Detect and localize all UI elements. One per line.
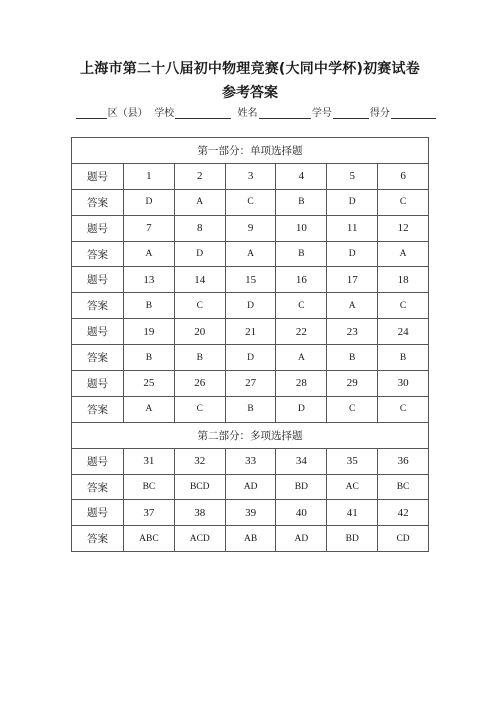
question-number-label: 题号 (72, 163, 124, 189)
question-number-cell: 14 (174, 267, 225, 293)
question-number-cell: 18 (378, 267, 429, 293)
answer-row (72, 396, 429, 422)
school-label: 学校 (154, 108, 175, 119)
question-number-cell: 26 (174, 371, 225, 397)
question-number-label: 题号 (72, 319, 124, 345)
question-number-cell: 39 (225, 500, 276, 526)
answer-row (72, 345, 429, 371)
answer-cell: B (378, 345, 429, 371)
question-number-cell: 27 (225, 371, 276, 397)
answer-cell: B (225, 396, 276, 422)
question-number-cell: 4 (276, 163, 327, 189)
name-blank[interactable] (259, 107, 311, 119)
question-number-cell: 20 (174, 319, 225, 345)
question-number-cell: 33 (225, 448, 276, 474)
district-label: 区（县） (107, 108, 148, 119)
answer-label: 答案 (72, 293, 124, 319)
question-number-cell: 6 (378, 163, 429, 189)
answer-row (72, 241, 429, 267)
question-number-cell: 7 (124, 215, 175, 241)
question-number-cell: 2 (174, 163, 225, 189)
question-number-cell: 31 (124, 448, 175, 474)
question-number-cell: 17 (327, 267, 378, 293)
question-number-label: 题号 (72, 371, 124, 397)
question-number-cell: 28 (276, 371, 327, 397)
answer-cell: ACD (174, 526, 225, 552)
question-number-cell: 24 (378, 319, 429, 345)
answer-cell: AD (225, 474, 276, 500)
answer-row (72, 293, 429, 319)
answer-cell: C (327, 396, 378, 422)
question-number-row (72, 215, 429, 241)
answer-cell: C (378, 189, 429, 215)
question-number-cell: 30 (378, 371, 429, 397)
answer-label: 答案 (72, 396, 124, 422)
answer-cell: A (124, 241, 175, 267)
question-number-cell: 40 (276, 500, 327, 526)
question-number-cell: 38 (174, 500, 225, 526)
answer-cell: ABC (124, 526, 175, 552)
answer-cell: B (124, 345, 175, 371)
question-number-label: 题号 (72, 267, 124, 293)
question-number-cell: 16 (276, 267, 327, 293)
question-number-cell: 22 (276, 319, 327, 345)
answer-cell: BD (276, 474, 327, 500)
answer-cell: BC (124, 474, 175, 500)
question-number-cell: 32 (174, 448, 225, 474)
section-title: 第二部分：多项选择题 (72, 422, 429, 448)
answer-cell: AC (327, 474, 378, 500)
question-number-cell: 42 (378, 500, 429, 526)
answer-cell: A (225, 241, 276, 267)
answer-cell: C (174, 293, 225, 319)
question-number-row (72, 371, 429, 397)
document-title: 上海市第二十八届初中物理竞赛(大同中学杯)初赛试卷 (80, 61, 420, 77)
answer-cell: A (327, 293, 378, 319)
question-number-cell: 25 (124, 371, 175, 397)
answer-cell: AD (276, 526, 327, 552)
school-blank[interactable] (175, 107, 231, 119)
question-number-cell: 21 (225, 319, 276, 345)
answer-cell: A (124, 396, 175, 422)
section-header-row (72, 138, 429, 164)
student-id-label: 学号 (311, 108, 332, 119)
question-number-cell: 23 (327, 319, 378, 345)
answer-row (72, 474, 429, 500)
question-number-row (72, 267, 429, 293)
answer-cell: C (174, 396, 225, 422)
answer-cell: A (276, 345, 327, 371)
question-number-cell: 36 (378, 448, 429, 474)
document-subtitle: 参考答案 (222, 85, 278, 101)
answer-cell: C (225, 189, 276, 215)
answer-cell: D (276, 396, 327, 422)
question-number-cell: 9 (225, 215, 276, 241)
answer-cell: B (276, 241, 327, 267)
answer-cell: CD (378, 526, 429, 552)
question-number-cell: 11 (327, 215, 378, 241)
question-number-row (72, 448, 429, 474)
question-number-cell: 1 (124, 163, 175, 189)
question-number-label: 题号 (72, 500, 124, 526)
question-number-cell: 8 (174, 215, 225, 241)
question-number-cell: 12 (378, 215, 429, 241)
answer-cell: BD (327, 526, 378, 552)
question-number-cell: 34 (276, 448, 327, 474)
question-number-row (72, 163, 429, 189)
answer-cell: B (124, 293, 175, 319)
answer-cell: BCD (174, 474, 225, 500)
question-number-cell: 19 (124, 319, 175, 345)
answer-cell: AB (225, 526, 276, 552)
answer-cell: D (225, 293, 276, 319)
answer-cell: A (174, 189, 225, 215)
answer-table (71, 137, 429, 552)
answer-label: 答案 (72, 189, 124, 215)
answer-cell: D (174, 241, 225, 267)
answer-row (72, 189, 429, 215)
answer-cell: B (327, 345, 378, 371)
answer-cell: D (225, 345, 276, 371)
student-id-blank[interactable] (333, 107, 369, 119)
answer-label: 答案 (72, 241, 124, 267)
question-number-cell: 37 (124, 500, 175, 526)
question-number-row (72, 319, 429, 345)
answer-cell: C (378, 396, 429, 422)
answer-cell: BC (378, 474, 429, 500)
district-blank[interactable] (76, 107, 107, 119)
answer-cell: B (174, 345, 225, 371)
answer-table-body (72, 138, 429, 552)
question-number-cell: 35 (327, 448, 378, 474)
answer-label: 答案 (72, 345, 124, 371)
question-number-label: 题号 (72, 448, 124, 474)
answer-row (72, 526, 429, 552)
student-info-line (76, 104, 436, 119)
answer-cell: D (327, 189, 378, 215)
name-label: 姓名 (237, 108, 258, 119)
section-header-row (72, 422, 429, 448)
question-number-cell: 3 (225, 163, 276, 189)
question-number-cell: 5 (327, 163, 378, 189)
answer-cell: B (276, 189, 327, 215)
question-number-cell: 10 (276, 215, 327, 241)
answer-cell: A (378, 241, 429, 267)
question-number-label: 题号 (72, 215, 124, 241)
question-number-cell: 29 (327, 371, 378, 397)
question-number-cell: 13 (124, 267, 175, 293)
answer-label: 答案 (72, 474, 124, 500)
answer-label: 答案 (72, 526, 124, 552)
question-number-cell: 15 (225, 267, 276, 293)
answer-cell: D (327, 241, 378, 267)
question-number-row (72, 500, 429, 526)
answer-cell: D (124, 189, 175, 215)
score-blank[interactable] (391, 107, 436, 119)
answer-cell: C (276, 293, 327, 319)
question-number-cell: 41 (327, 500, 378, 526)
score-label: 得分 (369, 108, 390, 119)
answer-cell: C (378, 293, 429, 319)
section-title: 第一部分：单项选择题 (72, 138, 429, 164)
